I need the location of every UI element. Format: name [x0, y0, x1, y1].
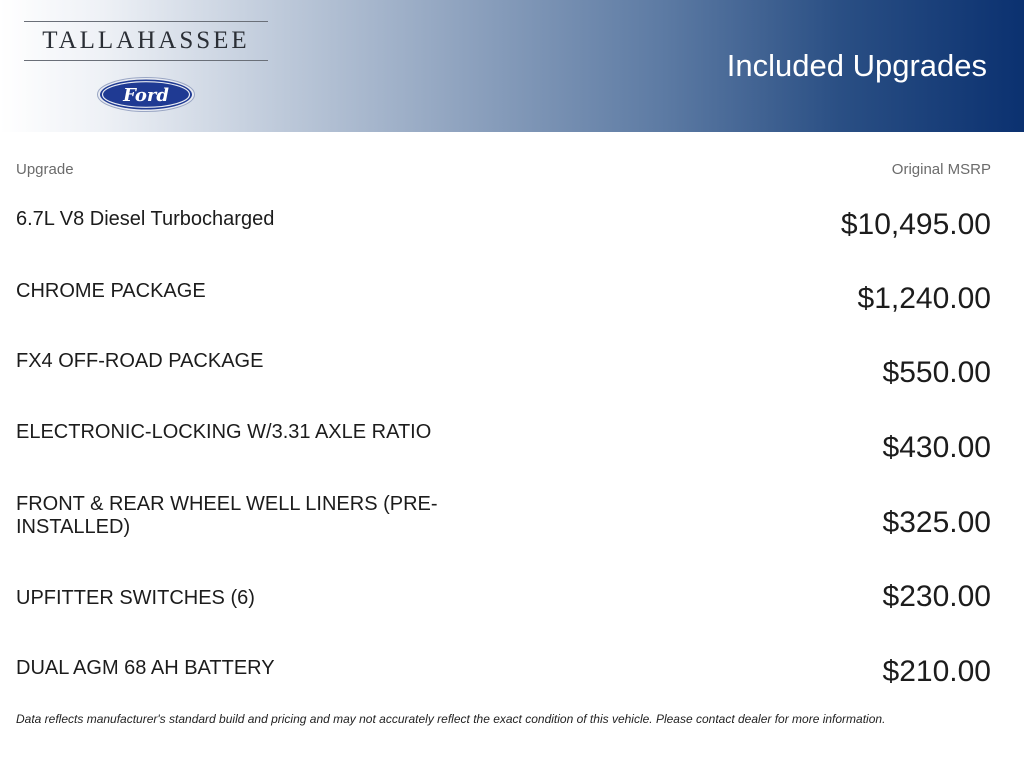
- upgrade-name: ELECTRONIC-LOCKING W/3.31 AXLE RATIO: [16, 421, 432, 443]
- dealer-name: TALLAHASSEE: [24, 21, 268, 61]
- upgrade-row: [0, 493, 1024, 565]
- upgrade-price: $230.00: [882, 580, 991, 613]
- upgrade-price: $550.00: [882, 356, 991, 389]
- upgrade-column-header: Upgrade: [16, 161, 74, 178]
- upgrade-row: [0, 280, 1024, 352]
- upgrade-name: UPFITTER SWITCHES (6): [16, 587, 255, 609]
- header-banner: [0, 0, 1024, 132]
- page-title: Included Upgrades: [726, 48, 987, 83]
- upgrade-row: [0, 208, 1024, 280]
- svg-text:Ford: Ford: [123, 85, 169, 106]
- upgrade-name: FX4 OFF-ROAD PACKAGE: [16, 350, 264, 372]
- upgrade-price: $430.00: [882, 431, 991, 464]
- disclaimer-text: Data reflects manufacturer's standard build and pricing and may not accurately reflect the exact condition of this vehicle. Please contact dealer for more information.: [16, 712, 886, 726]
- upgrade-price: $210.00: [882, 655, 991, 688]
- upgrade-name: FRONT & REAR WHEEL WELL LINERS (PRE-INSTALLED): [16, 493, 438, 538]
- upgrade-row: [0, 421, 1024, 493]
- upgrade-name: 6.7L V8 Diesel Turbocharged: [16, 208, 275, 230]
- upgrade-name: DUAL AGM 68 AH BATTERY: [16, 657, 275, 679]
- upgrade-row: [0, 580, 1024, 659]
- upgrade-price: $10,495.00: [840, 208, 991, 241]
- upgrade-price: $1,240.00: [857, 282, 991, 315]
- ford-logo-icon: [96, 76, 196, 113]
- upgrade-row: [0, 350, 1024, 422]
- upgrade-name: CHROME PACKAGE: [16, 280, 206, 302]
- upgrade-price: $325.00: [882, 506, 991, 539]
- msrp-column-header: Original MSRP: [891, 161, 991, 178]
